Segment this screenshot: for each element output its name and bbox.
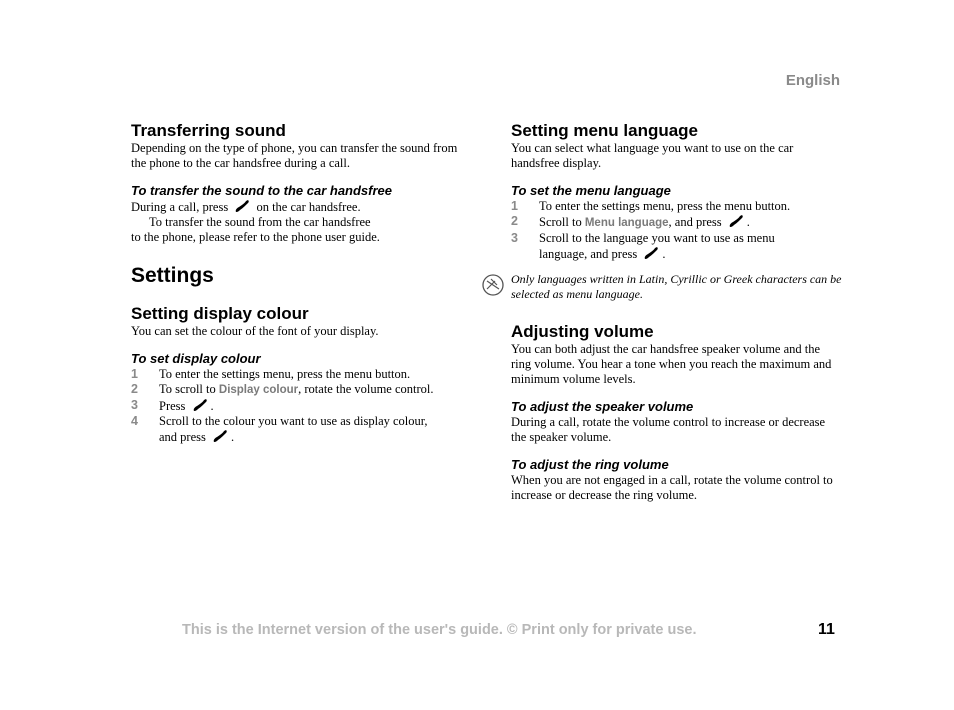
transfer-line-2: To transfer the sound from the car handsfree xyxy=(149,215,371,229)
menu-language-subheading: To set the menu language xyxy=(511,183,671,198)
right-column xyxy=(511,121,843,503)
speaker-volume-text: During a call, rotate the volume control to increase or decrease the speaker volume. xyxy=(511,415,826,444)
transfer-heading: Transferring sound xyxy=(131,121,286,140)
transfer-line-3: to the phone, please refer to the phone user guide. xyxy=(131,230,380,244)
display-colour-subheading: To set display colour xyxy=(131,351,261,366)
phone-call-icon xyxy=(642,246,660,261)
page-number: 11 xyxy=(818,621,835,638)
ring-volume-text: When you are not engaged in a call, rotate the volume control to increase or decrease the ring volume. xyxy=(511,473,833,502)
transfer-line-1: During a call, press on the car handsfree. xyxy=(131,200,361,214)
menu-item-display-colour: Display colour xyxy=(218,384,299,396)
menu-language-intro: You can select what language you want to use on the car handsfree display. xyxy=(511,141,794,170)
language-note xyxy=(511,272,843,302)
list-item: 2 Scroll to Menu language, and press . xyxy=(511,214,750,229)
list-item: 1 To enter the settings menu, press the menu button. xyxy=(131,367,411,381)
language-label: English xyxy=(785,72,840,89)
phone-call-icon xyxy=(191,398,209,413)
footer-notice: This is the Internet version of the user's guide. © Print only for private use. xyxy=(182,622,697,638)
volume-intro: You can both adjust the car handsfree speaker volume and the ring volume. You hear a tone when you reach the maximum and minimum volume levels. xyxy=(511,342,832,386)
list-item: 4 Scroll to the colour you want to use as display colour, and press . xyxy=(131,414,428,444)
phone-call-icon xyxy=(727,214,745,229)
menu-language-steps xyxy=(511,199,843,262)
menu-language-heading: Setting menu language xyxy=(511,121,699,140)
transfer-intro: Depending on the type of phone, you can transfer the sound from the phone to the car handsfree during a call. xyxy=(131,141,458,170)
language-note-text: Only languages written in Latin, Cyrillic or Greek characters can be selected as menu language. xyxy=(511,272,842,301)
list-item: 3 Scroll to the language you want to use as menu language, and press . xyxy=(511,231,775,261)
list-item: 3 Press . xyxy=(131,398,214,413)
phone-call-icon xyxy=(233,199,251,214)
volume-heading: Adjusting volume xyxy=(511,322,654,341)
display-colour-heading: Setting display colour xyxy=(131,304,309,323)
display-colour-steps xyxy=(131,367,471,445)
menu-item-menu-language: Menu language xyxy=(584,217,669,229)
speaker-volume-subheading: To adjust the speaker volume xyxy=(511,399,694,414)
list-item: 1 To enter the settings menu, press the menu button. xyxy=(511,199,791,213)
phone-call-icon xyxy=(211,429,229,444)
left-column xyxy=(131,121,471,445)
settings-heading: Settings xyxy=(131,264,214,287)
display-colour-intro: You can set the colour of the font of your display. xyxy=(131,324,379,338)
list-item: 2 To scroll to Display colour, rotate the volume control. xyxy=(131,382,434,396)
ring-volume-subheading: To adjust the ring volume xyxy=(511,457,669,472)
transfer-subheading: To transfer the sound to the car handsfree xyxy=(131,183,393,198)
tip-note-icon xyxy=(481,272,507,298)
